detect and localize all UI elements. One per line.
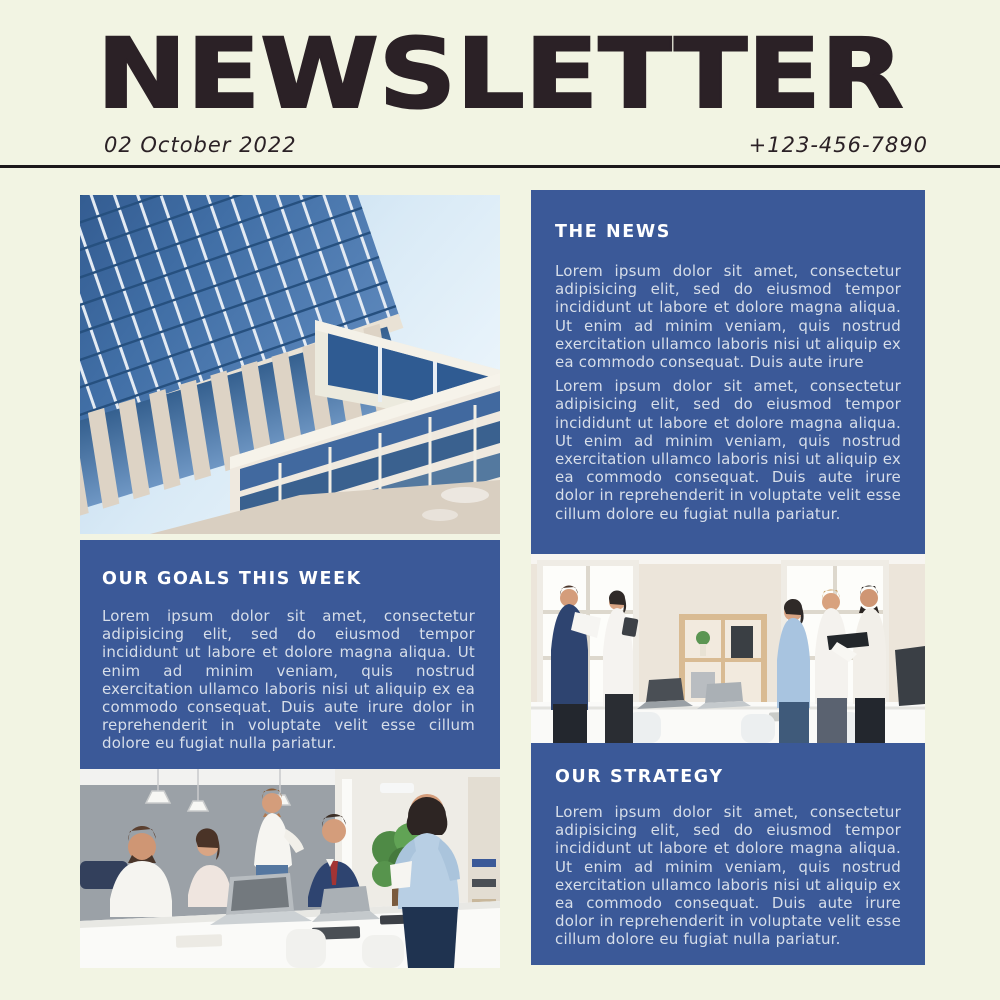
news-paragraph-2: Lorem ipsum dolor sit amet, consectetur adipisicing elit, sed do eiusmod tempor incididunt ut labore et dolore magna aliqua. Ut enim ad minim veniam, quis nostrud exercitation ullamco laboris nisi ut aliquip ex ea commodo consequat. Duis aute irure dolor in reprehenderit in voluptate velit esse cillum dolore eu fugiat nulla pariatur. xyxy=(555,377,901,523)
header-meta-row xyxy=(0,131,1000,163)
strategy-body: Lorem ipsum dolor sit amet, consectetur adipisicing elit, sed do eiusmod tempor incididunt ut labore et dolore magna aliqua. Ut enim ad minim veniam, quis nostrud exercitation ullamco laboris nisi ut aliquip ex ea commodo consequat. Duis aute irure dolor in reprehenderit in voluptate velit esse cillum dolore eu fugiat nulla pariatur. xyxy=(555,803,901,949)
office-discussion-photo xyxy=(531,554,925,743)
header-divider xyxy=(0,165,1000,168)
team-meeting-photo xyxy=(80,769,500,968)
ac-unit xyxy=(380,783,414,793)
team-meeting-art xyxy=(80,769,500,968)
goals-body: Lorem ipsum dolor sit amet, consectetur adipisicing elit, sed do eiusmod tempor incididunt ut labore et dolore magna aliqua. Ut enim ad minim veniam, quis nostrud exercitation ullamco laboris nisi ut aliquip ex ea commodo consequat. Duis aute irure dolor in reprehenderit in voluptate velit esse cillum dolore eu fugiat nulla pariatur. xyxy=(102,607,475,753)
goals-heading: OUR GOALS THIS WEEK xyxy=(102,569,362,589)
issue-date: 02 October 2022 xyxy=(104,133,297,157)
dark-chair xyxy=(895,646,925,706)
news-paragraph-1: Lorem ipsum dolor sit amet, consectetur adipisicing elit, sed do eiusmod tempor incididunt ut labore et dolore magna aliqua. Ut enim ad minim veniam, quis nostrud exercitation ullamco laboris nisi ut aliquip ex ea commodo consequat. Duis aute irure xyxy=(555,262,901,372)
office-discussion-art xyxy=(531,554,925,743)
page-title: NEWSLETTER xyxy=(96,18,904,130)
goals-panel xyxy=(80,540,500,769)
news-heading: THE NEWS xyxy=(555,222,671,242)
right-people xyxy=(777,586,886,743)
news-panel xyxy=(531,190,925,554)
strategy-heading: OUR STRATEGY xyxy=(555,767,724,787)
building-photo xyxy=(80,195,500,534)
phone-number: +123-456-7890 xyxy=(748,133,928,157)
building-photo-art xyxy=(80,195,500,534)
strategy-panel xyxy=(531,743,925,965)
